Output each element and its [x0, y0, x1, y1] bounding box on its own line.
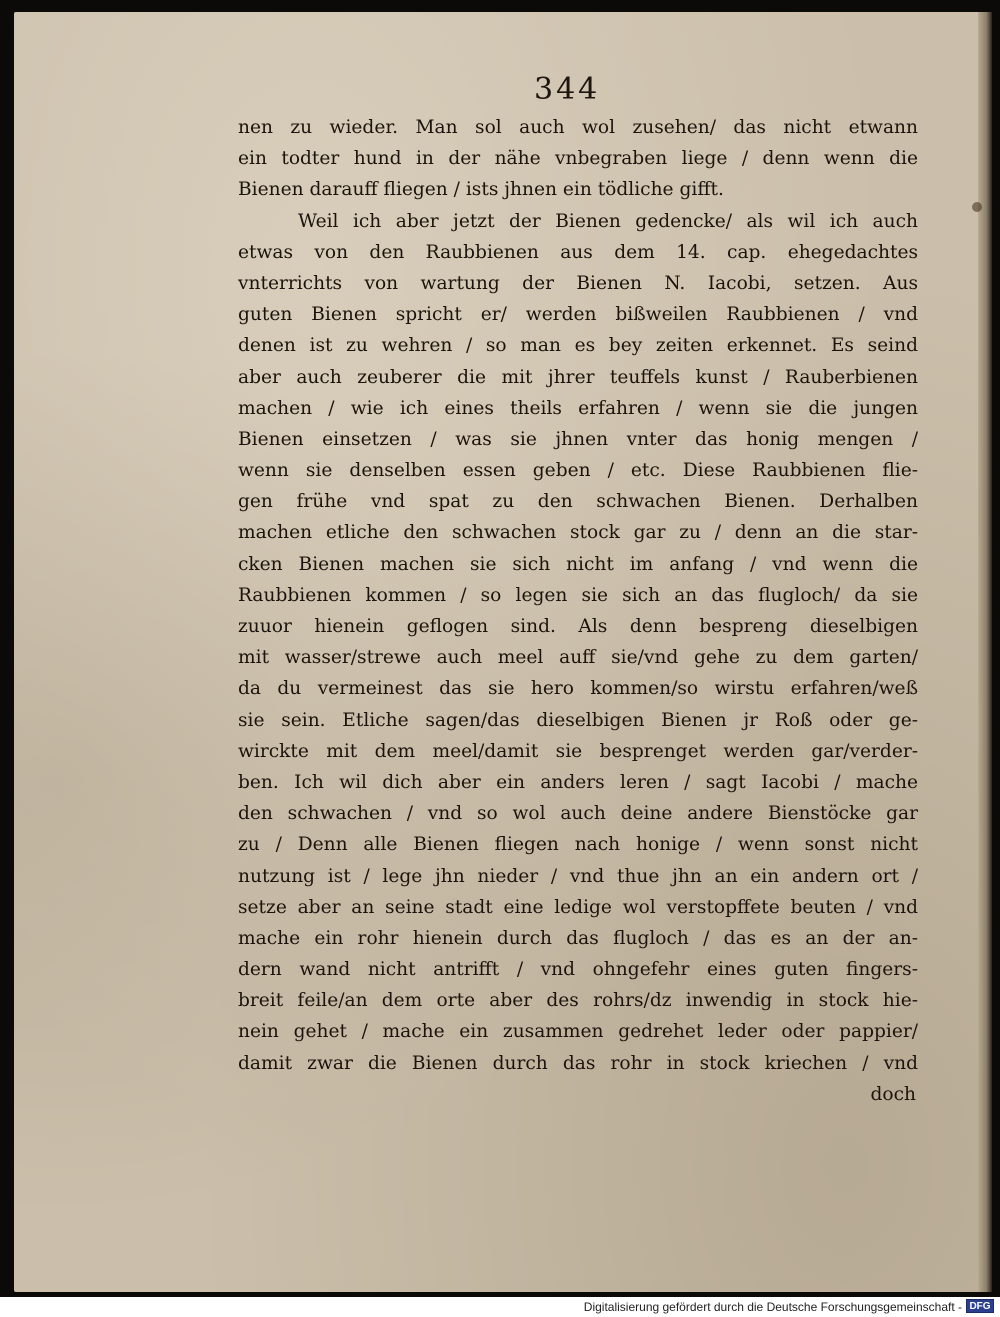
text-line: etwas von den Raubbienen aus dem 14. cap. ehegedachtes — [238, 241, 918, 263]
text-line: sie sein. Etliche sagen/das dieselbigen Bienen jr Roß oder ge- — [238, 709, 918, 731]
catchword: doch — [870, 1083, 916, 1105]
text-line: ben. Ich wil dich aber ein anders leren / sagt Iacobi / mache — [238, 771, 918, 793]
text-line: mache ein rohr hienein durch das flugloch / das es an der an- — [238, 927, 918, 949]
text-line: machen / wie ich eines theils erfahren / wenn sie die jungen — [238, 397, 918, 419]
page-number: 344 — [534, 72, 601, 107]
text-line: Raubbienen kommen / so legen sie sich an das flugloch/ da sie — [238, 584, 918, 606]
text-line: nein gehet / mache ein zusammen gedrehet leder oder pappier/ — [238, 1021, 918, 1043]
dfg-logo[interactable]: DFG — [966, 1299, 994, 1313]
footer-bar — [0, 1297, 1000, 1317]
text-line: denen ist zu wehren / so man es bey zeiten erkennet. Es seind — [238, 335, 918, 357]
text-line: Bienen darauff fliegen / ists jhnen ein tödliche gifft. — [238, 179, 724, 201]
text-line: dern wand nicht antrifft / vnd ohngefehr eines guten fingers- — [238, 959, 918, 981]
text-line: damit zwar die Bienen durch das rohr in stock kriechen / vnd — [238, 1052, 918, 1074]
text-line: Bienen einsetzen / was sie jhnen vnter das honig mengen / — [238, 428, 918, 450]
text-line: ein todter hund in der nähe vnbegraben liege / denn wenn die — [238, 148, 918, 170]
text-line: breit feile/an dem orte aber des rohrs/dz inwendig in stock hie- — [238, 990, 918, 1012]
text-line: mit wasser/strewe auch meel auff sie/vnd gehe zu dem garten/ — [238, 647, 918, 669]
text-line: nen zu wieder. Man sol auch wol zusehen/ das nicht etwann — [238, 117, 918, 138]
text-line: guten Bienen spricht er/ werden bißweilen Raubbienen / vnd — [238, 304, 918, 326]
page-text-block — [238, 112, 918, 1110]
text-line: machen etliche den schwachen stock gar zu / denn an die star- — [238, 522, 918, 544]
text-line: setze aber an seine stadt eine ledige wol verstopffete beuten / vnd — [238, 896, 918, 918]
funding-credit: Digitalisierung gefördert durch die Deutsche Forschungsgemeinschaft - — [583, 1300, 962, 1314]
text-line: nutzung ist / lege jhn nieder / vnd thue jhn an ein andern ort / — [238, 865, 918, 887]
text-line: vnterrichts von wartung der Bienen N. Iacobi, setzen. Aus — [238, 272, 918, 294]
text-line: aber auch zeuberer die mit jhrer teuffels kunst / Rauberbienen — [238, 366, 918, 388]
text-line: zu / Denn alle Bienen fliegen nach honige / wenn sonst nicht — [238, 834, 918, 856]
ink-blot — [972, 202, 982, 212]
text-line: gen frühe vnd spat zu den schwachen Bienen. Derhalben — [238, 491, 918, 513]
text-line: Weil ich aber jetzt der Bienen gedencke/ als wil ich auch — [298, 210, 918, 232]
text-line: den schwachen / vnd so wol auch deine andere Bienstöcke gar — [238, 803, 918, 825]
text-line: da du vermeinest das sie hero kommen/so wirstu erfahren/weß — [238, 678, 918, 700]
text-line: cken Bienen machen sie sich nicht im anfang / vnd wenn die — [238, 553, 918, 575]
text-line: zuuor hienein geflogen sind. Als denn bespreng dieselbigen — [238, 616, 918, 637]
text-line: wirckte mit dem meel/damit sie besprenget werden gar/verder- — [238, 740, 918, 762]
text-line: wenn sie denselben essen geben / etc. Diese Raubbienen flie- — [238, 460, 918, 482]
book-page — [14, 12, 992, 1292]
